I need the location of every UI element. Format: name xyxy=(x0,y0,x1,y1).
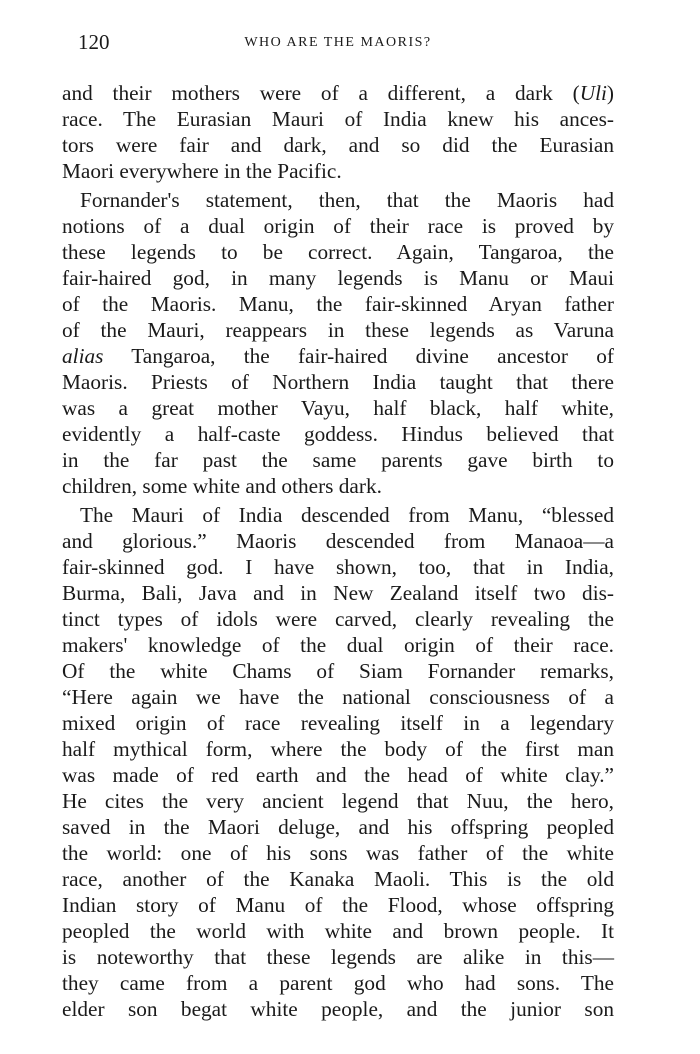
text-line: Burma, Bali, Java and in New Zealand itself two dis- xyxy=(62,581,614,605)
text-line: Maoris. Priests of Northern India taught that there xyxy=(62,370,614,394)
text-line: Fornander's statement, then, that the Maoris had xyxy=(80,188,614,212)
text-line: fair-skinned god. I have shown, too, that in India, xyxy=(62,555,614,579)
paragraph-1 xyxy=(62,80,614,184)
text-line: The Mauri of India descended from Manu, “blessed xyxy=(80,503,614,527)
text-line: race, another of the Kanaka Maoli. This is the old xyxy=(62,867,614,891)
book-page xyxy=(62,30,614,1025)
text-line: and their mothers were of a different, a dark (Uli) xyxy=(62,81,614,105)
text-line: alias Tangaroa, the fair-haired divine ancestor of xyxy=(62,344,614,368)
text-line: Indian story of Manu of the Flood, whose offspring xyxy=(62,893,614,917)
text-line: the world: one of his sons was father of the white xyxy=(62,841,614,865)
text-line: half mythical form, where the body of the first man xyxy=(62,737,614,761)
text-line: and glorious.” Maoris descended from Manaoa—a xyxy=(62,529,614,553)
text-line: Of the white Chams of Siam Fornander remarks, xyxy=(62,659,614,683)
text-line: they came from a parent god who had sons. The xyxy=(62,971,614,995)
body-text xyxy=(62,80,614,1022)
text-line: makers' knowledge of the dual origin of their race. xyxy=(62,633,614,657)
text-line: tinct types of idols were carved, clearly revealing the xyxy=(62,607,614,631)
text-line: notions of a dual origin of their race is proved by xyxy=(62,214,614,238)
text-line: is noteworthy that these legends are alike in this— xyxy=(62,945,614,969)
text-line: race. The Eurasian Mauri of India knew his ances- xyxy=(62,107,614,131)
text-line: was made of red earth and the head of white clay.” xyxy=(62,763,614,787)
text-line: Maori everywhere in the Pacific. xyxy=(62,159,342,183)
text-line: evidently a half-caste goddess. Hindus believed that xyxy=(62,422,614,446)
text-line: mixed origin of race revealing itself in a legendary xyxy=(62,711,614,735)
text-line: children, some white and others dark. xyxy=(62,474,382,498)
page-number: 120 xyxy=(78,30,110,54)
text-line: saved in the Maori deluge, and his offspring peopled xyxy=(62,815,614,839)
running-head xyxy=(62,30,614,60)
text-line: was a great mother Vayu, half black, half white, xyxy=(62,396,614,420)
text-line: of the Maoris. Manu, the fair-skinned Aryan father xyxy=(62,292,614,316)
text-line: elder son begat white people, and the junior son xyxy=(62,997,614,1021)
text-line: “Here again we have the national consciousness of a xyxy=(62,685,614,709)
text-line: of the Mauri, reappears in these legends as Varuna xyxy=(62,318,614,342)
text-line: peopled the world with white and brown people. It xyxy=(62,919,614,943)
running-title: WHO ARE THE MAORIS? xyxy=(244,35,432,50)
text-line: these legends to be correct. Again, Tangaroa, the xyxy=(62,240,614,264)
text-line: fair-haired god, in many legends is Manu or Maui xyxy=(62,266,614,290)
paragraph-3 xyxy=(62,502,614,1022)
text-line: He cites the very ancient legend that Nuu, the hero, xyxy=(62,789,614,813)
text-line: in the far past the same parents gave birth to xyxy=(62,448,614,472)
paragraph-2 xyxy=(62,187,614,499)
text-line: tors were fair and dark, and so did the Eurasian xyxy=(62,133,614,157)
